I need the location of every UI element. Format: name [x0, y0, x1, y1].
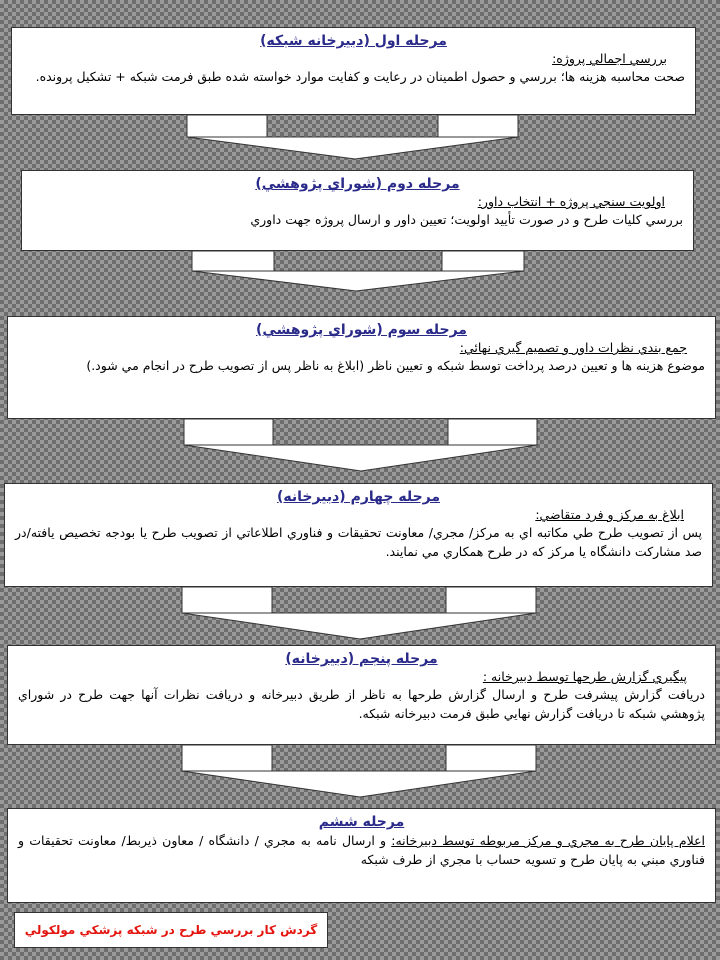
arrow-connector-3 [0, 419, 720, 475]
stage-1-description: صحت محاسبه هزينه ها؛ بررسي و حصول اطمينان در رعايت و كفايت موارد خواسته شده طبق فرمت شبكه + تشكيل پرونده. [35, 69, 685, 84]
arrow-connector-2 [0, 251, 720, 295]
stage-3-description: موضوع هزينه ها و تعيين درصد پرداخت توسط شبكه و تعيين ناظر (ابلاغ به ناظر پس از تصويب طرح در انجام مي شود.) [86, 358, 705, 373]
stage-5-title: مرحله پنجم (دبيرخانه) [285, 651, 438, 667]
stage-4-description: پس از تصويب طرح طي مكاتبه اي به مركز/ مجري/ معاونت تحقيقات و فناوري اطلاعاتي از تصويب طرح يا بودجه تخصيص يافته/در صد مشاركت دانشگاه يا مركز كه در طرح همكاري مي نمايند. [15, 525, 702, 559]
stage-5-description: دريافت گزارش پيشرفت طرح و ارسال گزارش طرحها به ناظر از طريق دبيرخانه و دريافت نظرات آنها جهت طرح در شوراي پژوهشي شبكه تا دريافت گزارش نهايي طبق فرمت دبيرخانه شبكه. [18, 687, 705, 721]
stage-4-title: مرحله چهارم (دبيرخانه) [276, 489, 441, 505]
stage-6-body [18, 831, 705, 869]
stage-3-subtitle: جمع بندي نظرات داور و تصميم گيري نهائي: [459, 340, 687, 355]
stage-2-description: بررسي كليات طرح و در صورت تأييد اولويت؛ تعيين داور و ارسال پروژه جهت داوري [250, 212, 683, 227]
diagram-caption: گردش كار بررسي طرح در شبكه پزشكي مولكولي [14, 912, 328, 948]
arrow-connector-5 [0, 745, 720, 801]
stage-6-description: و ارسال نامه به مجري / دانشگاه / معاون ذيربط/ معاونت تحقيقات و فناوري مبني به پايان طرح و تسويه حساب با مجري از طرف شبكه [18, 833, 705, 867]
stage-5-box [7, 645, 716, 745]
stage-6-box [7, 808, 716, 903]
stage-2-title: مرحله دوم (شوراي پژوهشي) [255, 176, 460, 192]
stage-3-title: مرحله سوم (شوراي پژوهشي) [256, 322, 467, 338]
stage-1-subtitle: بررسي اجمالي پروژه: [552, 51, 667, 66]
stage-5-subtitle: پيگيري گزارش طرحها توسط دبيرخانه : [482, 669, 687, 684]
stage-1-title: مرحله اول (دبيرخانه شبكه) [260, 33, 447, 49]
stage-2-box [21, 170, 694, 251]
stage-6-subtitle: اعلام پايان طرح به مجري و مركز مربوطه توسط دبيرخانه: [391, 833, 706, 848]
stage-4-subtitle: ابلاغ به مركز و فرد متقاضي: [535, 507, 684, 522]
arrow-connector-4 [0, 587, 720, 643]
stage-4-box [4, 483, 713, 587]
stage-3-box [7, 316, 716, 419]
stage-2-subtitle: اولويت سنجي پروژه + انتخاب داور: [477, 194, 665, 209]
arrow-connector-1 [0, 115, 720, 170]
stage-1-box [11, 27, 696, 115]
stage-6-title: مرحله ششم [318, 814, 405, 830]
